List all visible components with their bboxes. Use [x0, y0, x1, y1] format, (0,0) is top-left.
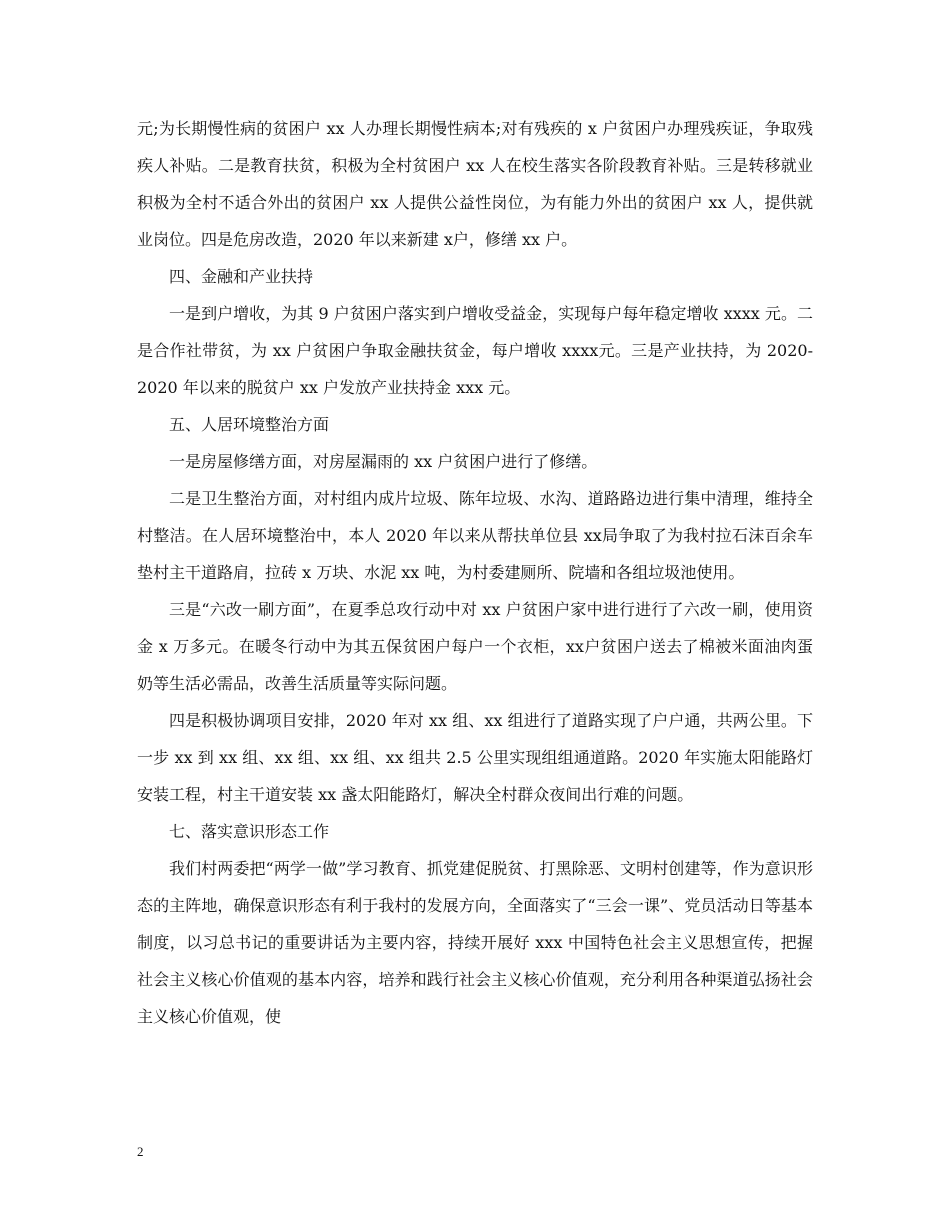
paragraph-ideology: 我们村两委把“两学一做”学习教育、抓党建促脱贫、打黑除恶、文明村创建等，作为意识形态的主阵地，确保意识形态有利于我村的发展方向，全面落实了“三会一课”、党员活动日等基本制度，以习总书记的重要讲话为主要内容，持续开展好 xxx 中国特色社会主义思想宣传，把握社会主义核心价值观的基本内容，培养和践行社会主义核心价值观，充分利用各种渠道弘扬社会主义核心价值观，使 [137, 859, 813, 1026]
document-body [137, 110, 813, 1035]
page-number: 2 [137, 1144, 144, 1159]
section-heading-ideology: 七、落实意识形态工作 [169, 822, 330, 841]
paragraph-housing: 一是房屋修缮方面，对房屋漏雨的 xx 户贫困户进行了修缮。 [169, 452, 598, 471]
section-heading-environment: 五、人居环境整治方面 [169, 415, 330, 434]
paragraph-projects: 四是积极协调项目安排，2020 年对 xx 组、xx 组进行了道路实现了户户通，共两公里。下一步 xx 到 xx 组、xx 组、xx 组、xx 组共 2.5 公里实现组组通道路。2020 年实施太阳能路灯安装工程，村主干道安装 xx 盏太阳能路灯，解决全村群众夜间出行难的问题。 [137, 711, 813, 804]
paragraph-sanitation: 二是卫生整治方面，对村组内成片垃圾、陈年垃圾、水沟、道路路边进行集中清理，维持全村整洁。在人居环境整治中，本人 2020 年以来从帮扶单位县 xx局争取了为我村拉石沫百余车垫村主干道路肩，拉砖 x 万块、水泥 xx 吨，为村委建厕所、院墙和各组垃圾池使用。 [137, 489, 813, 582]
section-heading-finance: 四、金融和产业扶持 [169, 267, 314, 286]
paragraph-finance: 一是到户增收，为其 9 户贫困户落实到户增收受益金，实现每户每年稳定增收 xxxx 元。二是合作社带贫，为 xx 户贫困户争取金融扶贫金，每户增收 xxxx元。三是产业扶持，为 2020-2020 年以来的脱贫户 xx 户发放产业扶持金 xxx 元。 [137, 304, 813, 397]
paragraph-continued: 元;为长期慢性病的贫困户 xx 人办理长期慢性病本;对有残疾的 x 户贫困户办理残疾证，争取残疾人补贴。二是教育扶贫，积极为全村贫困户 xx 人在校生落实各阶段教育补贴。三是转移就业积极为全村不适合外出的贫困户 xx 人提供公益性岗位，为有能力外出的贫困户 xx 人，提供就业岗位。四是危房改造，2020 年以来新建 x户，修缮 xx 户。 [137, 119, 813, 249]
paragraph-six-reforms: 三是“六改一刷方面”，在夏季总攻行动中对 xx 户贫困户家中进行进行了六改一刷，使用资金 x 万多元。在暖冬行动中为其五保贫困户每户一个衣柜，xx户贫困户送去了棉被米面油肉蛋奶等生活必需品，改善生活质量等实际问题。 [137, 600, 813, 693]
